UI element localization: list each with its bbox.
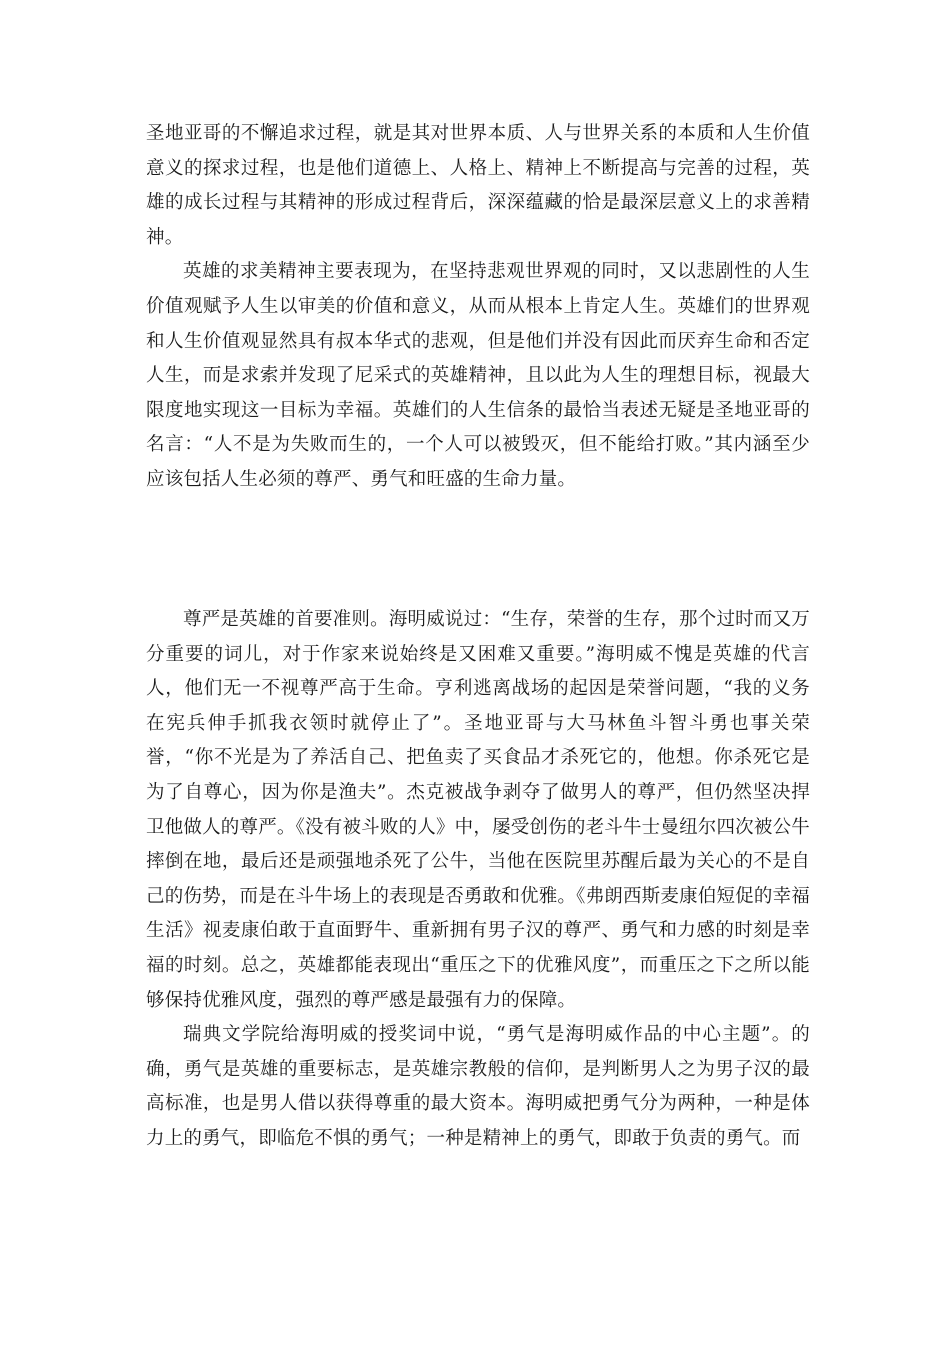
paragraph: 圣地亚哥的不懈追求过程，就是其对世界本质、人与世界关系的本质和人生价值意义的探求过程，也是他们道德上、人格上、精神上不断提高与完善的过程，英雄的成长过程与其精神的形成过程背后，深深蕴藏的恰是最深层意义上的求善精神。 [146,123,810,248]
text-block-bottom [146,603,810,1157]
paragraph: 尊严是英雄的首要准则。海明威说过：“生存，荣誉的生存，那个过时而又万分重要的词儿，对于作家来说始终是又困难又重要。”海明威不愧是英雄的代言人，他们无一不视尊严高于生命。亨利逃离战场的起因是荣誉问题，“我的义务在宪兵伸手抓我衣领时就停止了”。圣地亚哥与大马林鱼斗智斗勇也事关荣誉，“你不光是为了养活自己、把鱼卖了买食品才杀死它的，他想。你杀死它是为了自尊心，因为你是渔夫”。杰克被战争剥夺了做男人的尊严，但仍然坚决捍卫他做人的尊严。《没有被斗败的人》中，屡受创伤的老斗牛士曼纽尔四次被公牛摔倒在地，最后还是顽强地杀死了公牛，当他在医院里苏醒后最为关心的不是自己的伤势，而是在斗牛场上的表现是否勇敢和优雅。《弗朗西斯麦康伯短促的幸福生活》视麦康伯敢于直面野牛、重新拥有男子汉的尊严、勇气和力感的时刻是幸福的时刻。总之，英雄都能表现出“重压之下的优雅风度”，而重压之下之所以能够保持优雅风度，强烈的尊严感是最强有力的保障。 [146,609,810,1011]
paragraph: 瑞典文学院给海明威的授奖词中说，“勇气是海明威作品的中心主题”。的确，勇气是英雄的重要标志，是英雄宗教般的信仰，是判断男人之为男子汉的最高标准，也是男人借以获得尊重的最大资本。海明威把勇气分为两种，一种是体力上的勇气，即临危不惧的勇气；一种是精神上的勇气，即敢于负责的勇气。而 [146,1024,810,1149]
paragraph: 英雄的求美精神主要表现为，在坚持悲观世界观的同时，又以悲剧性的人生价值观赋予人生以审美的价值和意义，从而从根本上肯定人生。英雄们的世界观和人生价值观显然具有叔本华式的悲观，但是他们并没有因此而厌弃生命和否定人生，而是求索并发现了尼采式的英雄精神，且以此为人生的理想目标，视最大限度地实现这一目标为幸福。英雄们的人生信条的最恰当表述无疑是圣地亚哥的名言：“人不是为失败而生的，一个人可以被毁灭，但不能给打败。”其内涵至少应该包括人生必须的尊严、勇气和旺盛的生命力量。 [146,261,810,490]
text-block-top [146,117,810,498]
